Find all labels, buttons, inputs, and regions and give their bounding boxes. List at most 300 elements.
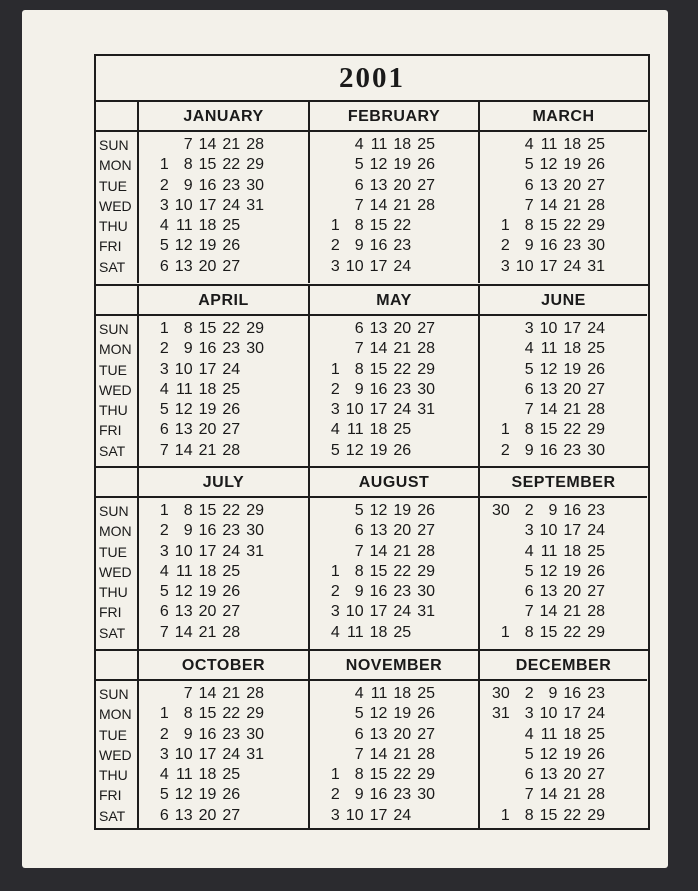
date-cell: 28 (246, 685, 264, 702)
week-row (486, 582, 647, 602)
week-row (316, 684, 478, 704)
date-cell: 18 (393, 136, 412, 153)
week-row (486, 135, 647, 155)
date-cell: 14 (539, 196, 558, 214)
week-row (145, 400, 308, 420)
weekday-label: THU (99, 584, 128, 601)
date-cell: 14 (198, 685, 217, 702)
week-row (145, 319, 308, 339)
weekday-label: TUE (99, 726, 127, 743)
date-cell: 26 (587, 745, 605, 763)
week-row (145, 602, 308, 622)
date-cell: 21 (563, 603, 582, 621)
date-cell: 28 (417, 340, 435, 358)
date-cell: 29 (587, 217, 605, 235)
date-cell: 3 (159, 542, 169, 560)
date-cell: 6 (354, 176, 364, 194)
date-cell: 7 (524, 786, 534, 804)
weekday-label: THU (99, 767, 128, 784)
date-cell: 3 (330, 603, 340, 621)
date-cell (486, 176, 510, 196)
date-cell: 30 (417, 583, 435, 601)
date-cell: 11 (175, 380, 193, 398)
date-cell: 24 (563, 257, 582, 275)
date-cell: 2 (159, 522, 169, 540)
date-cell: 5 (354, 502, 364, 519)
weekday-column (96, 651, 139, 829)
date-cell: 19 (369, 441, 388, 459)
week-row (316, 339, 478, 359)
date-cell: 12 (345, 441, 364, 459)
week-row (486, 339, 647, 359)
date-cell: 5 (159, 237, 169, 255)
date-cell: 18 (198, 562, 217, 580)
date-cell: 17 (198, 542, 217, 560)
date-cell: 27 (417, 176, 435, 194)
day-grid (310, 498, 478, 643)
date-cell (240, 257, 264, 277)
date-cell: 25 (587, 542, 605, 560)
date-cell: 28 (417, 196, 435, 214)
date-cell: 3 (159, 196, 169, 214)
date-cell: 2 (330, 380, 340, 398)
date-cell: 15 (369, 217, 388, 235)
week-row (486, 360, 647, 380)
weekday-label: SAT (99, 442, 126, 459)
weekday-column (96, 468, 139, 649)
date-cell: 3 (159, 360, 169, 378)
date-cell: 30 (417, 380, 435, 398)
date-cell: 13 (539, 583, 558, 601)
week-row (316, 176, 478, 196)
week-row (145, 257, 308, 277)
date-cell: 6 (159, 421, 169, 439)
week-row (486, 176, 647, 196)
date-cell: 14 (174, 441, 193, 459)
date-cell: 8 (183, 156, 193, 174)
week-row (316, 319, 478, 339)
date-cell: 6 (159, 603, 169, 621)
date-cell: 17 (563, 522, 582, 540)
date-cell: 15 (198, 156, 217, 174)
month-name: NOVEMBER (310, 651, 478, 681)
date-cell: 8 (524, 623, 534, 641)
weekday-label: MON (99, 523, 132, 540)
date-cell (486, 562, 510, 582)
weekday-label: FRI (99, 604, 122, 621)
date-cell (240, 623, 264, 643)
week-row (316, 623, 478, 643)
date-cell: 1 (500, 623, 510, 641)
week-row (486, 684, 647, 704)
date-cell: 28 (417, 542, 435, 560)
date-cell: 19 (563, 745, 582, 763)
month-name: JULY (139, 468, 308, 498)
date-cell: 12 (539, 360, 558, 378)
date-cell: 16 (563, 502, 582, 519)
date-cell: 7 (354, 745, 364, 763)
date-cell: 16 (369, 380, 388, 398)
date-cell: 5 (354, 705, 364, 723)
date-cell (486, 521, 510, 541)
date-cell: 26 (417, 705, 435, 723)
week-row (316, 562, 478, 582)
date-cell: 11 (370, 136, 388, 153)
date-cell: 22 (222, 502, 241, 519)
date-cell: 13 (174, 257, 193, 275)
date-cell: 12 (369, 502, 388, 519)
date-cell: 12 (539, 745, 558, 763)
date-cell: 4 (524, 725, 534, 743)
date-cell: 27 (587, 176, 605, 194)
date-cell: 11 (346, 623, 364, 641)
date-cell: 8 (524, 421, 534, 439)
date-cell: 8 (524, 217, 534, 235)
week-row (486, 257, 647, 277)
week-row (145, 441, 308, 461)
date-cell: 10 (174, 745, 193, 763)
date-cell: 29 (246, 705, 264, 723)
date-cell: 23 (222, 340, 241, 358)
date-cell: 9 (354, 380, 364, 398)
date-cell: 28 (587, 786, 605, 804)
week-row (145, 725, 308, 745)
date-cell: 30 (587, 237, 605, 255)
weekday-label: SUN (99, 321, 129, 337)
month-name: MARCH (480, 102, 647, 132)
date-cell: 17 (369, 401, 388, 419)
date-cell: 30 (246, 522, 264, 540)
date-cell (145, 135, 169, 155)
week-row (316, 400, 478, 420)
week-row (486, 562, 647, 582)
week-row (145, 521, 308, 541)
date-cell (486, 339, 510, 359)
date-cell: 9 (548, 685, 558, 702)
date-cell: 24 (393, 603, 412, 621)
week-row (145, 360, 308, 380)
date-cell: 23 (563, 237, 582, 255)
week-row (145, 176, 308, 196)
weekday-label: THU (99, 402, 128, 419)
date-cell: 4 (330, 623, 340, 641)
date-cell: 26 (222, 583, 241, 601)
date-cell: 28 (587, 401, 605, 419)
date-cell (145, 684, 169, 704)
month-block (310, 102, 480, 283)
date-cell (316, 542, 340, 562)
week-row (486, 380, 647, 400)
date-cell: 18 (393, 685, 412, 702)
date-cell: 14 (539, 786, 558, 804)
day-grid (480, 316, 647, 461)
date-cell: 9 (183, 522, 193, 540)
weekday-label: FRI (99, 787, 122, 804)
week-row (486, 623, 647, 643)
date-cell: 23 (393, 583, 412, 601)
month-name: JANUARY (139, 102, 308, 132)
date-cell: 21 (393, 340, 412, 358)
date-cell: 21 (222, 685, 241, 702)
date-cell: 19 (198, 237, 217, 255)
week-row (316, 806, 478, 826)
week-row (316, 380, 478, 400)
date-cell: 23 (222, 725, 241, 743)
date-cell: 27 (222, 257, 241, 275)
date-cell (486, 196, 510, 216)
date-cell: 9 (354, 583, 364, 601)
date-cell: 11 (540, 542, 558, 560)
date-cell: 24 (587, 522, 605, 540)
date-cell: 20 (393, 522, 412, 540)
date-cell: 4 (354, 136, 364, 153)
date-cell: 9 (548, 502, 558, 519)
day-grid (480, 132, 647, 277)
date-cell: 18 (563, 136, 582, 153)
date-cell: 6 (524, 380, 534, 398)
date-cell: 30 (492, 685, 510, 702)
date-cell (486, 400, 510, 420)
date-cell: 21 (198, 623, 217, 641)
date-cell: 16 (198, 340, 217, 358)
date-cell (316, 745, 340, 765)
date-cell (240, 380, 264, 400)
date-cell (316, 339, 340, 359)
date-cell: 11 (540, 136, 558, 153)
week-row (486, 806, 647, 826)
date-cell: 2 (500, 237, 510, 255)
quarter-band (96, 284, 648, 467)
date-cell: 1 (500, 421, 510, 439)
date-cell: 23 (393, 237, 412, 255)
date-cell: 20 (563, 583, 582, 601)
date-cell: 10 (539, 522, 558, 540)
date-cell (316, 135, 340, 155)
week-row (145, 806, 308, 826)
date-cell: 3 (330, 806, 340, 824)
date-cell: 24 (393, 257, 412, 275)
weekday-label: SUN (99, 686, 129, 702)
day-grid (139, 316, 308, 461)
date-cell: 14 (369, 745, 388, 763)
date-cell: 4 (524, 340, 534, 358)
day-grid (139, 132, 308, 277)
weekday-label: THU (99, 218, 128, 235)
week-row (145, 135, 308, 155)
week-row (316, 745, 478, 765)
date-cell: 14 (369, 340, 388, 358)
date-cell: 31 (587, 257, 605, 275)
date-cell: 11 (540, 340, 558, 358)
date-cell: 22 (563, 421, 582, 439)
date-cell: 16 (369, 786, 388, 804)
date-cell: 2 (330, 786, 340, 804)
date-cell: 16 (563, 685, 582, 702)
date-cell: 25 (222, 766, 241, 784)
week-row (486, 420, 647, 440)
date-cell (316, 521, 340, 541)
date-cell: 18 (198, 217, 217, 235)
date-cell: 20 (393, 320, 412, 337)
date-cell: 12 (174, 401, 193, 419)
date-cell: 10 (174, 360, 193, 378)
calendar-frame (94, 54, 650, 830)
date-cell (486, 319, 510, 339)
date-cell: 30 (246, 340, 264, 358)
date-cell (316, 176, 340, 196)
date-cell: 23 (222, 176, 241, 194)
date-cell: 22 (563, 217, 582, 235)
date-cell: 26 (222, 786, 241, 804)
date-cell: 17 (369, 806, 388, 824)
date-cell: 18 (369, 623, 388, 641)
date-cell: 27 (417, 725, 435, 743)
date-cell: 15 (198, 320, 217, 337)
date-cell: 1 (500, 217, 510, 235)
date-cell: 16 (198, 725, 217, 743)
week-row (316, 582, 478, 602)
date-cell: 15 (369, 360, 388, 378)
date-cell: 21 (563, 401, 582, 419)
date-cell: 31 (246, 196, 264, 214)
week-row (486, 155, 647, 175)
date-cell: 10 (539, 705, 558, 723)
date-cell: 2 (524, 502, 534, 519)
date-cell (240, 216, 264, 236)
week-row (145, 562, 308, 582)
month-name: APRIL (139, 286, 308, 316)
date-cell: 4 (354, 685, 364, 702)
week-row (316, 257, 478, 277)
week-row (316, 602, 478, 622)
weekday-header-blank (96, 468, 137, 498)
date-cell: 10 (174, 196, 193, 214)
date-cell: 26 (587, 562, 605, 580)
date-cell: 8 (354, 217, 364, 235)
date-cell: 1 (159, 502, 169, 519)
date-cell: 13 (539, 766, 558, 784)
week-row (486, 521, 647, 541)
date-cell: 10 (345, 401, 364, 419)
date-cell: 21 (222, 136, 241, 153)
date-cell: 19 (393, 705, 412, 723)
date-cell: 15 (369, 562, 388, 580)
date-cell: 20 (198, 603, 217, 621)
date-cell: 20 (198, 257, 217, 275)
date-cell: 25 (393, 421, 412, 439)
date-cell: 7 (354, 542, 364, 560)
date-cell: 26 (222, 401, 241, 419)
date-cell: 14 (539, 401, 558, 419)
date-cell: 10 (345, 806, 364, 824)
date-cell (316, 684, 340, 704)
date-cell: 18 (369, 421, 388, 439)
date-cell: 4 (524, 542, 534, 560)
date-cell: 19 (198, 401, 217, 419)
date-cell: 6 (524, 176, 534, 194)
date-cell: 7 (354, 196, 364, 214)
date-cell: 2 (330, 583, 340, 601)
date-cell: 20 (563, 380, 582, 398)
date-cell: 17 (563, 705, 582, 723)
date-cell: 7 (159, 623, 169, 641)
date-cell (316, 704, 340, 724)
date-cell: 8 (183, 320, 193, 337)
date-cell: 14 (539, 603, 558, 621)
date-cell: 4 (159, 766, 169, 784)
date-cell: 23 (393, 786, 412, 804)
date-cell: 28 (587, 603, 605, 621)
weekday-column (96, 286, 139, 467)
date-cell: 28 (222, 623, 241, 641)
month-name: SEPTEMBER (480, 468, 647, 498)
date-cell: 10 (539, 320, 558, 337)
date-cell: 23 (587, 502, 605, 519)
date-cell: 3 (524, 522, 534, 540)
day-grid (139, 681, 308, 826)
date-cell: 10 (345, 603, 364, 621)
week-row (316, 360, 478, 380)
date-cell: 25 (222, 217, 241, 235)
date-cell: 6 (354, 725, 364, 743)
date-cell: 31 (246, 542, 264, 560)
date-cell: 8 (183, 502, 193, 519)
date-cell (486, 725, 510, 745)
date-cell: 20 (198, 421, 217, 439)
date-cell (486, 602, 510, 622)
weekday-label: SAT (99, 258, 126, 275)
weekday-header-blank (96, 286, 137, 316)
week-row (316, 521, 478, 541)
week-row (316, 785, 478, 805)
date-cell: 6 (159, 806, 169, 824)
week-row (486, 216, 647, 236)
date-cell (240, 602, 264, 622)
month-block (139, 286, 310, 467)
date-cell: 13 (539, 176, 558, 194)
date-cell: 12 (369, 705, 388, 723)
date-cell: 17 (198, 360, 217, 378)
date-cell: 11 (175, 562, 193, 580)
month-block (310, 468, 480, 649)
month-block (480, 468, 647, 649)
date-cell: 1 (159, 705, 169, 723)
date-cell: 17 (198, 745, 217, 763)
weekday-label: WED (99, 197, 132, 214)
date-cell: 7 (524, 401, 534, 419)
date-cell: 29 (587, 623, 605, 641)
date-cell: 1 (159, 320, 169, 337)
date-cell: 7 (183, 685, 193, 702)
date-cell: 5 (354, 156, 364, 174)
date-cell: 12 (369, 156, 388, 174)
date-cell: 24 (222, 745, 241, 763)
date-cell: 30 (246, 725, 264, 743)
date-cell: 2 (330, 237, 340, 255)
weekday-label: TUE (99, 361, 127, 378)
date-cell: 11 (346, 421, 364, 439)
date-cell: 14 (174, 623, 193, 641)
date-cell (316, 155, 340, 175)
weekday-label: MON (99, 157, 132, 174)
date-cell (240, 765, 264, 785)
date-cell: 20 (393, 176, 412, 194)
date-cell: 11 (175, 766, 193, 784)
week-row (316, 704, 478, 724)
date-cell: 16 (539, 237, 558, 255)
date-cell: 11 (540, 725, 558, 743)
date-cell: 3 (159, 745, 169, 763)
